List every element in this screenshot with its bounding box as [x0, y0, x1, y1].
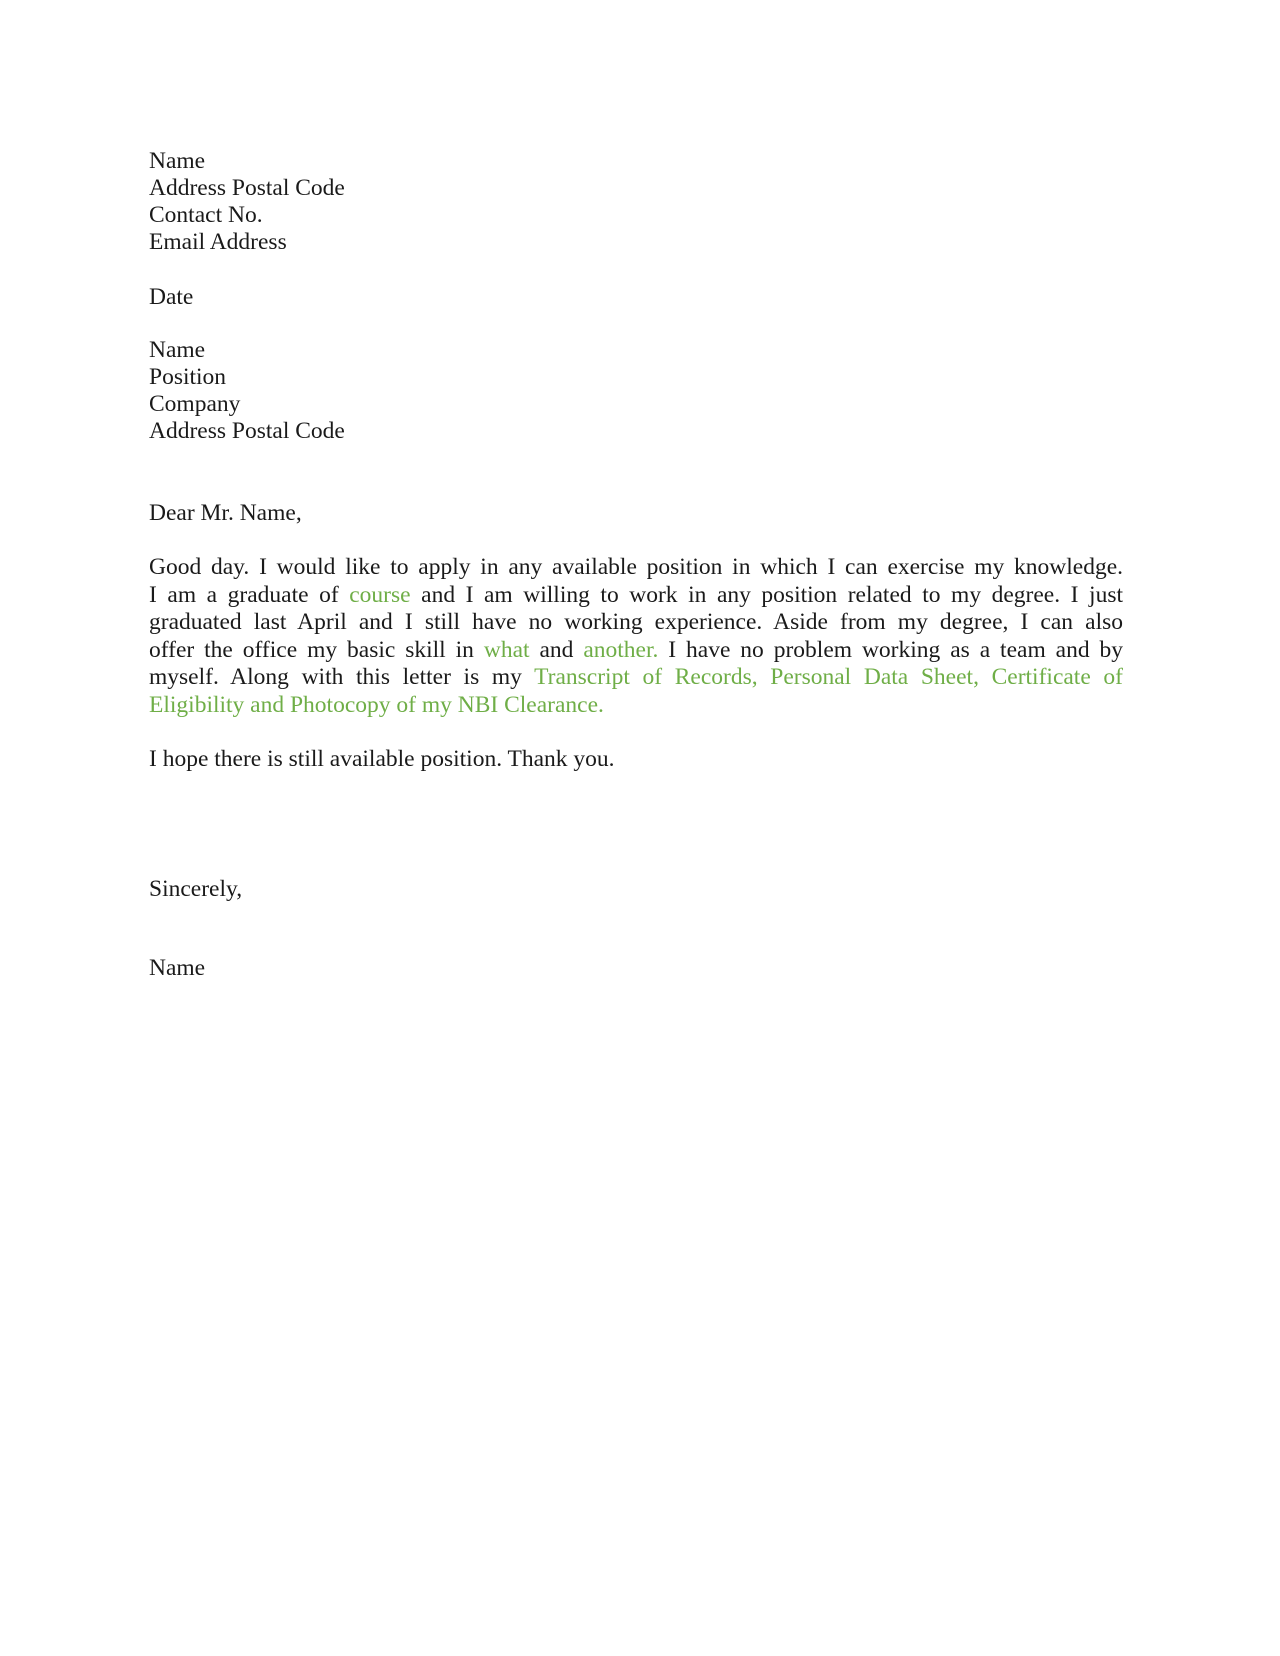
body-text: offer the office my basic skill in [149, 636, 484, 663]
placeholder-documents: Transcript of Records, Personal Data Sheet, Certificate of [534, 664, 1123, 690]
recipient-block [149, 337, 345, 445]
body-line-4 [149, 637, 1123, 665]
body-line-6 [149, 692, 1123, 720]
body-text: Good day. I would like to apply in any available position in which I can exercise my knowledge. [149, 554, 1123, 580]
body-line-2 [149, 582, 1123, 610]
body-line-3 [149, 609, 1123, 637]
salutation-text: Dear Mr. Name, [149, 500, 302, 526]
body-paragraph [149, 554, 1123, 719]
body-line-5 [149, 664, 1123, 692]
body-text: and I am willing to work in any position related to my degree. I just [410, 581, 1124, 608]
placeholder-documents-cont: Eligibility and Photocopy of my NBI Clearance. [149, 691, 604, 718]
sender-email: Email Address [149, 229, 287, 255]
body-text: myself. Along with this letter is my [149, 664, 535, 690]
sender-name: Name [149, 148, 206, 174]
signoff-text: Sincerely, [149, 876, 243, 902]
closing-text: I hope there is still available position. Thank you. [149, 746, 615, 772]
recipient-address: Address Postal Code [149, 418, 345, 444]
sender-contact: Contact No. [149, 202, 263, 228]
placeholder-course: course [349, 581, 411, 608]
body-text: I have no problem working as a team and by [658, 636, 1124, 663]
recipient-company: Company [149, 391, 241, 417]
signature [149, 955, 205, 982]
letter-date: Date [149, 284, 194, 310]
date-block [149, 284, 193, 311]
placeholder-another: another. [583, 636, 659, 663]
body-line-1 [149, 554, 1123, 582]
recipient-position: Position [149, 364, 227, 390]
body-text: graduated last April and I still have no working experience. Aside from my degree, I can also [149, 609, 1123, 635]
body-text: I am a graduate of [149, 581, 350, 608]
salutation [149, 500, 302, 527]
sender-block [149, 148, 345, 256]
closing-paragraph [149, 746, 615, 773]
signature-name: Name [149, 955, 206, 981]
recipient-name: Name [149, 337, 206, 363]
signoff [149, 876, 242, 903]
sender-address: Address Postal Code [149, 175, 345, 201]
placeholder-what: what [483, 636, 530, 663]
body-text: and [529, 636, 584, 663]
